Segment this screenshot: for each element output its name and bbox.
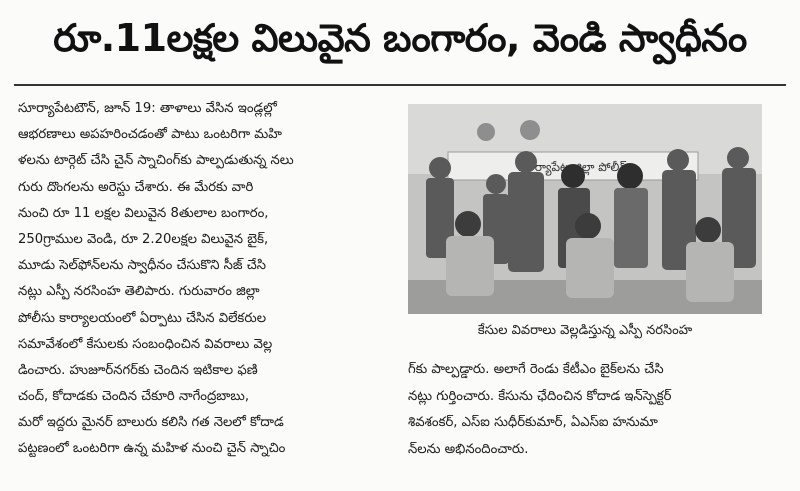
body-line: సూర్యాపేటటౌన్, జూన్ 19: తాళాలు వేసిన ఇండ్లల్లో [18, 101, 277, 116]
body-line: పోలీసు కార్యాలయంలో ఏర్పాటు చేసిన విలేకరుల [18, 310, 267, 326]
body-line: ఆభరణాలు అపహరించడంతో పాటు ఒంటరిగా మహి [18, 127, 282, 143]
continuation-line: గ్‌కు పాల్పడ్డారు. అలాగే రెండు కేటీఎం బైక్‌లను చేసి [408, 362, 664, 377]
body-line: చంద్, కోదాడకు చెందిన చేకూరి నాగేంద్రబాబు, [18, 389, 250, 405]
photo-caption: కేసుల వివరాలు వెల్లడిస్తున్న ఎస్పీ నరసింహ [477, 323, 693, 338]
body-line: మూడు సెల్‌ఫోన్‌లను స్వాధీనం చేసుకొని సీజ్ చేసి [18, 258, 267, 274]
body-line: 250గ్రాముల వెండి, రూ 2.20లక్షల విలువైన బైక్, [18, 231, 269, 247]
body-line: నుంచి రూ 11 లక్షల విలువైన 8తులాల బంగారం, [18, 205, 269, 221]
body-line: ళలను టార్గెట్ చేసి చైన్ స్నాచింగ్‌కు పాల్పడుతున్న నలు [18, 153, 294, 169]
headline-divider [14, 84, 786, 86]
press-meet-photo [408, 104, 762, 314]
continuation-line: న్‌లను అభినందించారు. [408, 441, 529, 457]
body-line: పట్టణంలో ఒంటరిగా ఉన్న మహిళ నుంచి చైన్ స్నాచిం [18, 441, 286, 457]
body-line: మరో ఇద్దరు మైనర్ బాలురు కలిసి గత నెలలో కోదాడ [18, 415, 284, 431]
body-line: డించారు. హుజూర్‌నగర్‌కు చెందిన ఇటికాల ఫణి [18, 362, 258, 378]
headline: రూ.11లక్షల విలువైన బంగారం, వెండి స్వాధీనం [53, 16, 747, 60]
continuation-line: శివశంకర్, ఎస్‌ఐ సుధీర్‌కుమార్, ఏఎస్‌ఐ హనుమా [408, 415, 658, 430]
body-line: గురు దొంగలను అరెస్టు చేశారు. ఈ మేరకు వారి [18, 179, 254, 195]
police-banner-text: సూర్యాపేట జిల్లా పోలీస్ [518, 160, 628, 174]
body-line: సమావేశంలో కేసులకు సంబంధించిన వివరాలు వెల్ల [18, 336, 273, 352]
article-body-right-column [408, 357, 768, 463]
article-body-left-column [18, 96, 398, 463]
body-line: నట్లు ఎస్పీ నరసింహ తెలిపారు. గురువారం జిల్లా [18, 284, 260, 300]
continuation-line: నట్లు గుర్తించారు. కేసును ఛేదించిన కోదాడ ఇన్‌స్పెక్టర్ [408, 388, 672, 404]
